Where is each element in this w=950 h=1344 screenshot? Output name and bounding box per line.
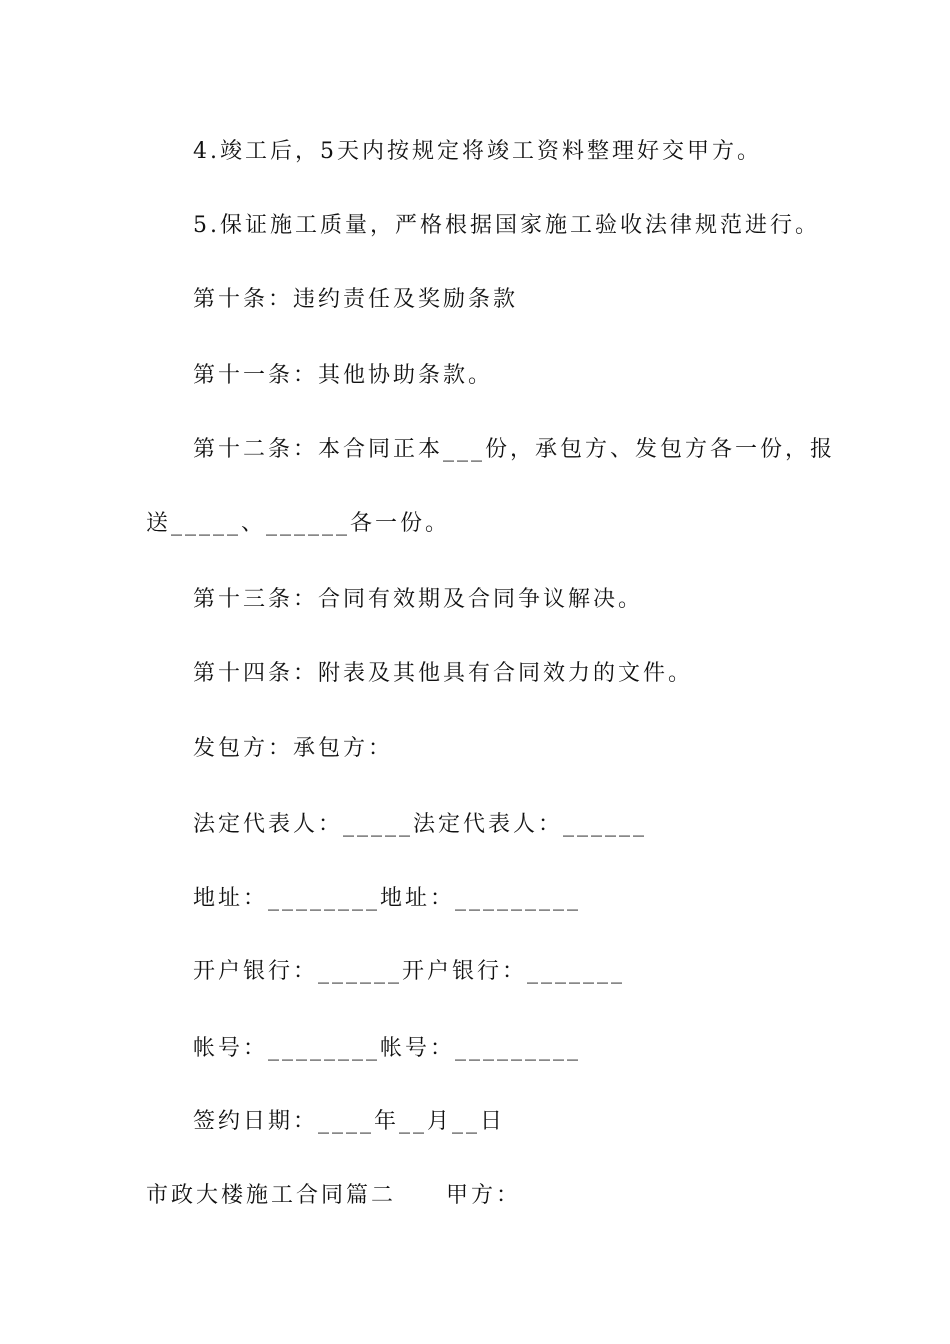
section-heading-line	[146, 1181, 521, 1211]
signing-date-line: 签约日期：____年__月__日	[193, 1109, 506, 1134]
section-title: 市政大楼施工合同篇二	[146, 1183, 397, 1208]
address-line: 地址：________地址：_________	[193, 886, 582, 911]
clause-4-completion-docs: 4.竣工后，5天内按规定将竣工资料整理好交甲方。	[193, 139, 762, 164]
account-line: 帐号：________帐号：_________	[193, 1036, 582, 1061]
article-13-heading: 第十三条：合同有效期及合同争议解决。	[193, 587, 644, 612]
clause-5-quality: 5.保证施工质量，严格根据国家施工验收法律规范进行。	[193, 213, 820, 238]
party-a-label: 甲方：	[446, 1183, 522, 1208]
legal-representative-line: 法定代表人：_____法定代表人：______	[193, 812, 648, 837]
article-14-heading: 第十四条：附表及其他具有合同效力的文件。	[193, 661, 694, 686]
article-11-heading: 第十一条：其他协助条款。	[193, 363, 494, 388]
article-10-heading: 第十条：违约责任及奖励条款	[193, 287, 519, 312]
parties-line: 发包方：承包方：	[193, 736, 394, 761]
article-12-continuation: 送_____、______各一份。	[146, 511, 451, 536]
bank-line: 开户银行：______开户银行：_______	[193, 959, 626, 984]
article-12-text: 第十二条：本合同正本___份，承包方、发包方各一份，报	[193, 437, 836, 462]
